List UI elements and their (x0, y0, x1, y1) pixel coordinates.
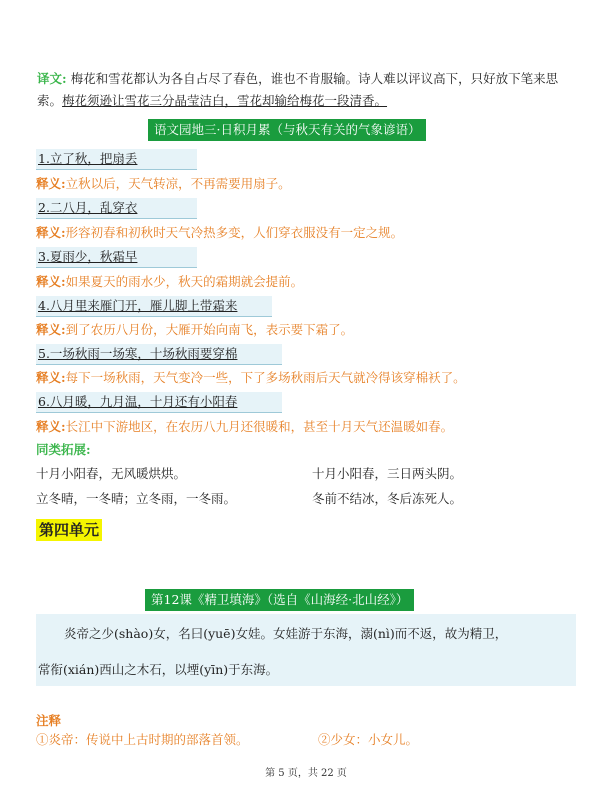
notes-label: 注释 (36, 713, 62, 728)
explanation: 释义:到了农历八月份，大雁开始向南飞，表示要下霜了。 (36, 322, 354, 337)
translation-label: 译文: (37, 71, 67, 86)
page-footer: 第 5 页，共 22 页 (265, 768, 347, 779)
translation-text: 梅花和雪花都认为各自占尽了春色，谁也不肯服输。诗人难以评议高下，只好放下笔来思索。 (37, 71, 559, 108)
proverb-item: 4.八月里来雁门开，雁儿脚上带霜来 (36, 296, 272, 317)
proverb-item: 3.夏雨少，秋霜早 (36, 247, 197, 268)
note-item: ②少女：小女儿。 (318, 732, 419, 747)
explanation: 释义:形容初春和初秋时天气冷热多变，人们穿衣服没有一定之规。 (36, 225, 404, 240)
section-title-bar: 语文园地三·日积月累（与秋天有关的气象谚语） (148, 119, 426, 141)
proverb-item: 2.二八月，乱穿衣 (36, 198, 197, 219)
unit-title: 第四单元 (36, 519, 102, 541)
lesson-line: 炎帝之少(shào)女，名曰(yuē)女娃。女娃游于东海，溺(nì)而不返，故为精卫， (64, 626, 508, 641)
proverb-item: 5.一场秋雨一场寒，十场秋雨要穿棉 (36, 344, 282, 365)
extension-item: 冬前不结冰，冬后冻死人。 (312, 491, 463, 506)
lesson-text-box (36, 614, 576, 686)
translation-paragraph (37, 68, 577, 112)
proverb-item: 6.八月暖，九月温，十月还有小阳春 (36, 392, 282, 413)
translation-highlight: 梅花须逊让雪花三分晶莹洁白，雪花却输给梅花一段清香。 (62, 93, 388, 108)
proverb-item: 1.立了秋，把扇丢 (36, 149, 197, 170)
extension-item: 十月小阳春，无风暖烘烘。 (36, 466, 187, 481)
explanation: 释义:如果夏天的雨水少，秋天的霜期就会提前。 (36, 274, 304, 289)
extension-item: 十月小阳春，三日两头阴。 (312, 466, 463, 481)
explanation: 释义:每下一场秋雨，天气变冷一些，下了多场秋雨后天气就冷得该穿棉袄了。 (36, 370, 466, 385)
note-item: ①炎帝：传说中上古时期的部落首领。 (36, 732, 249, 747)
lesson-title-bar: 第12课《精卫填海》（选自《山海经·北山经》） (145, 589, 414, 611)
extension-label: 同类拓展: (36, 442, 91, 457)
extension-item: 立冬晴，一冬晴；立冬雨，一冬雨。 (36, 491, 237, 506)
explanation: 释义:立秋以后，天气转凉，不再需要用扇子。 (36, 176, 291, 191)
lesson-line: 常衔(xián)西山之木石，以堙(yīn)于东海。 (38, 662, 279, 677)
explanation: 释义:长江中下游地区，在农历八九月还很暖和，甚至十月天气还温暖如春。 (36, 419, 454, 434)
